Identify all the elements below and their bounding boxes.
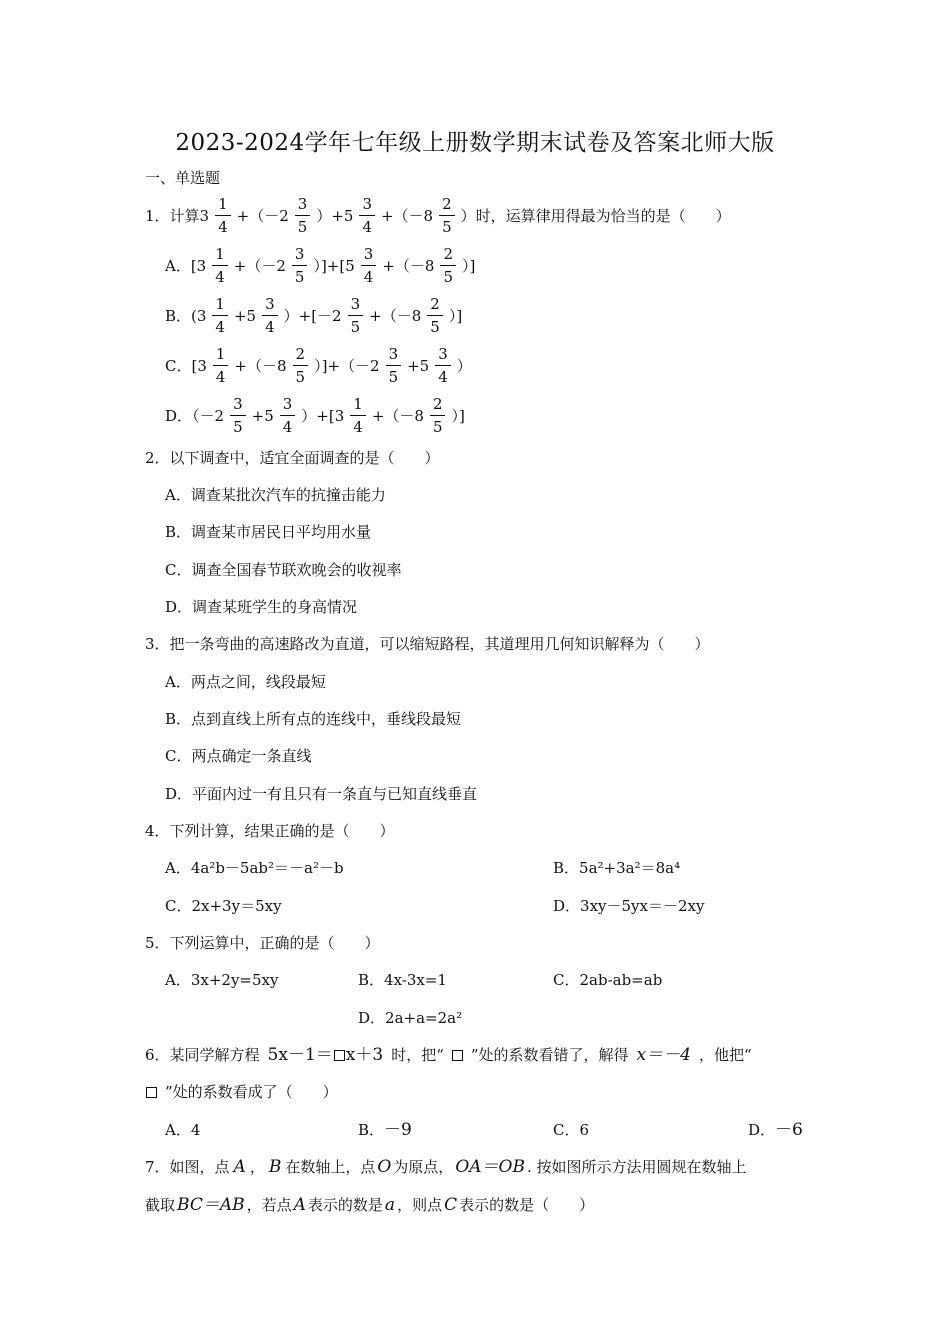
q2-option-b: B．调查某市居民日平均用水量 (165, 523, 372, 541)
q4-option-c: C．2x+3y＝5xy (165, 897, 282, 915)
q4-option-b: B．5a²+3a²＝8a⁴ (553, 859, 681, 877)
q5-option-d: D．2a+a=2a² (358, 1009, 463, 1027)
page-title: 2023-2024学年七年级上册数学期末试卷及答案北师大版 (175, 130, 775, 156)
q1-option-d: D．（－2 $\frac{3}{5}$ +5 $\frac{3}{4}$ ）+[3 $\frac{1}{4}$ +（－8 $\frac{2}{5}$ ）] (165, 395, 465, 436)
q6-option-c: C．6 (553, 1121, 590, 1139)
question-6: 6．某同学解方程 5x－1＝ x＋3 时，把“ ”处的系数看错了，解得 x＝－4 ，他把“ (145, 1045, 752, 1065)
q4-option-d: D．3xy－5yx＝－2xy (553, 897, 705, 915)
q1-option-c: C．[3 $\frac{1}{4}$ +（－8 $\frac{2}{5}$ ）]+（－2 $\frac{3}{5}$ +5 $\frac{3}{4}$ ） (165, 345, 472, 386)
equation-left: 5x－1＝ (267, 1045, 333, 1065)
q5-option-c: C．2ab-ab=ab (553, 971, 663, 989)
blank-box-icon (334, 1050, 345, 1061)
q1-text: +（－2 (236, 206, 289, 225)
q5-option-b: B．4x-3x=1 (358, 971, 447, 989)
q2-option-c: C．调查全国春节联欢晚会的收视率 (165, 561, 402, 579)
question-5: 5．下列运算中，正确的是（ ） (145, 934, 380, 952)
q1-text: +（－8 (380, 206, 434, 225)
q6-option-a: A．4 (165, 1121, 201, 1139)
question-7-line2: 截取 BC＝AB ，若点 A 表示的数是 a ，则点 C 表示的数是（ ） (145, 1195, 595, 1215)
equation-right: x＋3 (345, 1045, 384, 1065)
question-6-line2: ”处的系数看成了（ ） (145, 1082, 338, 1102)
q3-option-c: C．两点确定一条直线 (165, 747, 312, 765)
q1-prefix: 1．计算3 (145, 206, 210, 225)
q1-option-a: A．[3 $\frac{1}{4}$ +（－2 $\frac{3}{5}$ ）]+[5 $\frac{3}{4}$ +（－8 $\frac{2}{5}$ ）] (165, 245, 476, 286)
question-7: 7．如图，点 A ， B 在数轴上，点 O 为原点， OA＝OB . 按如图所示方法用圆规在数轴上 (145, 1157, 747, 1177)
solution: x＝－4 (636, 1045, 691, 1065)
q2-option-a: A．调查某批次汽车的抗撞击能力 (165, 486, 386, 504)
q3-option-b: B．点到直线上所有点的连线中，垂线段最短 (165, 710, 462, 728)
q1-option-b: B．(3 $\frac{1}{4}$ +5 $\frac{3}{4}$ ）+[－2 $\frac{3}{5}$ +（－8 $\frac{2}{5}$ ）] (165, 295, 463, 336)
q5-option-a: A．3x+2y=5xy (165, 971, 279, 989)
q4-option-a: A．4a²b－5ab²＝－a²－b (165, 859, 344, 877)
q3-option-d: D．平面内过一有且只有一条直与已知直线垂直 (165, 785, 478, 803)
fraction: $\frac{3}{4}$ (359, 193, 375, 238)
fraction: $\frac{3}{5}$ (295, 193, 311, 238)
question-3: 3．把一条弯曲的高速路改为直道，可以缩短路程，其道理用几何知识解释为（ ） (145, 635, 710, 653)
q6-option-b: B． －9 (358, 1120, 412, 1140)
question-4: 4．下列计算，结果正确的是（ ） (145, 822, 395, 840)
blank-box-icon (452, 1050, 463, 1061)
q3-option-a: A．两点之间，线段最短 (165, 673, 326, 691)
blank-box-icon (146, 1087, 157, 1098)
fraction: $\frac{2}{5}$ (439, 193, 455, 238)
question-1 (145, 193, 731, 238)
q1-text: ）时，运算律用得最为恰当的是（ ） (460, 206, 731, 225)
q2-option-d: D．调查某班学生的身高情况 (165, 598, 358, 616)
q1-text: ）+5 (316, 206, 354, 225)
question-2: 2．以下调查中，适宜全面调查的是（ ） (145, 449, 440, 467)
q6-option-d: D． －6 (748, 1120, 803, 1140)
section-heading: 一、单选题 (145, 169, 221, 187)
fraction: $\frac{1}{4}$ (215, 193, 231, 238)
